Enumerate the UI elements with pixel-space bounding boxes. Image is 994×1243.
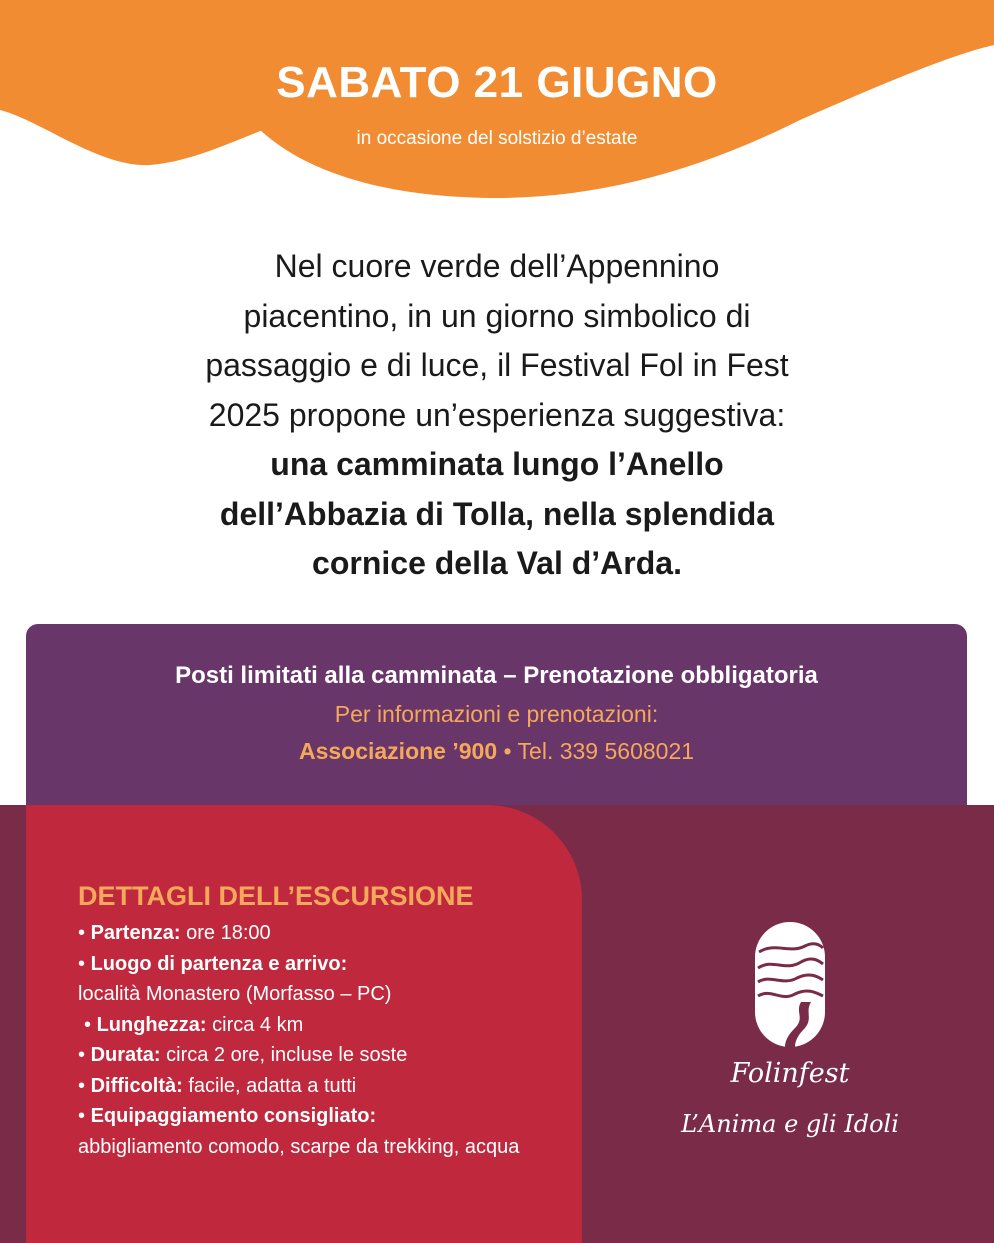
arch-landscape-icon [755, 922, 825, 1047]
list-item: • Difficoltà: facile, adatta a tutti [78, 1074, 357, 1097]
details-list [78, 918, 548, 1162]
event-occasion-subtitle: in occasione del solstizio d’estate [356, 128, 638, 149]
contact-phone[interactable]: • Tel. 339 5608021 [497, 738, 695, 764]
list-item: • Durata: circa 2 ore, incluse le soste [78, 1044, 408, 1066]
intro-paragraph [97, 242, 897, 589]
festival-wordmark: Folinfest [730, 1058, 850, 1089]
intro-line: 2025 propone un’esperienza suggestiva: [208, 396, 786, 433]
booking-info-label: Per informazioni e prenotazioni: [334, 701, 659, 727]
contact-name: Associazione ’900 [298, 738, 498, 764]
excursion-details-card [26, 805, 582, 1243]
intro-line-bold: dell’Abbazia di Tolla, nella splendida [219, 495, 775, 532]
list-item: • Lunghezza: circa 4 km [84, 1013, 304, 1036]
intro-line: piacentino, in un giorno simbolico di [243, 297, 751, 334]
festival-tagline: L’Anima e gli Idoli [681, 1110, 899, 1138]
event-date-title: SABATO 21 GIUGNO [276, 58, 718, 107]
list-item-continuation: località Monastero (Morfasso – PC) [78, 983, 392, 1005]
intro-line-bold: una camminata lungo l’Anello [270, 446, 724, 482]
intro-line: passaggio e di luce, il Festival Fol in Fest [205, 347, 789, 383]
booking-notice: Posti limitati alla camminata – Prenotazione obbligatoria [175, 662, 818, 689]
list-item: • Partenza: ore 18:00 [78, 922, 271, 944]
booking-contact [26, 738, 967, 765]
list-item-continuation: abbigliamento comodo, scarpe da trekking, acqua [78, 1135, 520, 1158]
booking-panel [26, 624, 967, 824]
intro-line-bold: cornice della Val d’Arda. [312, 545, 682, 581]
intro-line: Nel cuore verde dell’Appennino [274, 248, 720, 284]
details-title: DETTAGLI DELL’ESCURSIONE [78, 881, 474, 911]
list-item: • Equipaggiamento consigliato: [78, 1105, 377, 1127]
list-item: • Luogo di partenza e arrivo: [78, 952, 348, 975]
